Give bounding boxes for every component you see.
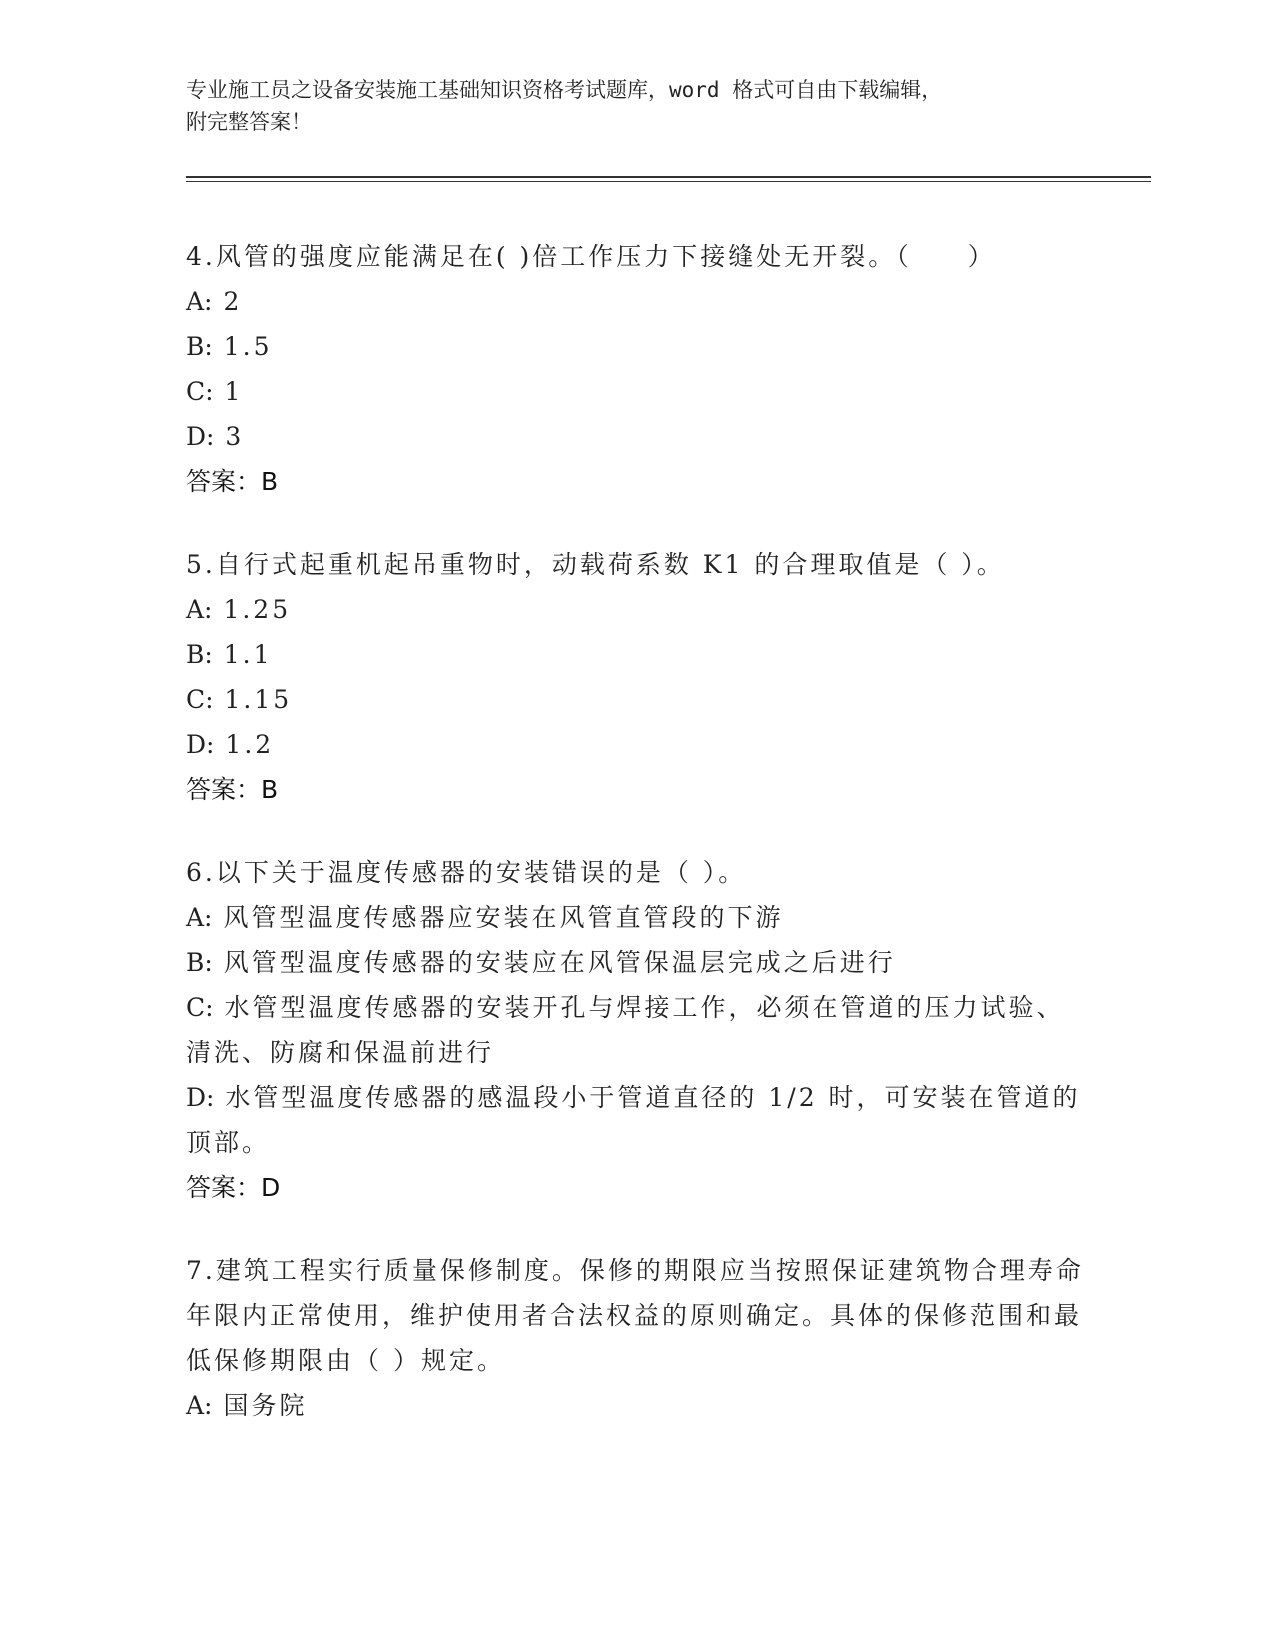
option-text: 1.1 xyxy=(223,640,273,669)
header-divider-thin xyxy=(186,181,1151,182)
option-text: 水管型温度传感器的安装开孔与焊接工作，必须在管道的压力试验、清洗、防腐和保温前进行 xyxy=(186,993,1065,1067)
option-a xyxy=(186,587,1086,632)
option-letter: C: xyxy=(186,993,214,1022)
option-c xyxy=(186,369,1086,414)
option-b xyxy=(186,632,1086,677)
header-line-2: 附完整答案！ xyxy=(186,110,312,134)
option-c xyxy=(186,677,1086,722)
option-letter: C: xyxy=(186,685,214,714)
question-text: 4.风管的强度应能满足在( )倍工作压力下接缝处无开裂。（ ） xyxy=(186,242,996,271)
option-c xyxy=(186,985,1086,1075)
option-d xyxy=(186,414,1086,459)
question-text: 7.建筑工程实行质量保修制度。保修的期限应当按照保证建筑物合理寿命年限内正常使用，维护使用者合法权益的原则确定。具体的保修范围和最低保修期限由（ ）规定。 xyxy=(186,1256,1084,1375)
answer-label: 答案：B xyxy=(186,775,279,804)
header-divider-thick xyxy=(186,176,1151,178)
option-letter: C: xyxy=(186,377,214,406)
option-letter: B: xyxy=(186,948,213,977)
option-d xyxy=(186,722,1086,767)
option-letter: B: xyxy=(186,332,213,361)
question-item xyxy=(186,542,1086,812)
answer-label: 答案：D xyxy=(186,1173,281,1202)
answer-label: 答案：B xyxy=(186,467,279,496)
option-text: 1 xyxy=(224,377,244,406)
option-b xyxy=(186,324,1086,369)
question-item xyxy=(186,234,1086,504)
option-letter: B: xyxy=(186,640,213,669)
option-text: 1.2 xyxy=(225,730,275,759)
option-d xyxy=(186,1075,1086,1165)
option-text: 1.5 xyxy=(223,332,273,361)
option-letter: A: xyxy=(186,903,213,932)
option-b xyxy=(186,940,1086,985)
option-letter: A: xyxy=(186,1391,213,1420)
option-text: 水管型温度传感器的感温段小于管道直径的 1/2 时，可安装在管道的顶部。 xyxy=(186,1083,1081,1157)
option-a xyxy=(186,279,1086,324)
option-a xyxy=(186,1383,1086,1428)
question-item xyxy=(186,850,1086,1210)
option-text: 1.25 xyxy=(223,595,292,624)
option-text: 1.15 xyxy=(224,685,293,714)
question-item xyxy=(186,1248,1086,1428)
option-letter: D: xyxy=(186,730,215,759)
header-line-1: 专业施工员之设备安装施工基础知识资格考试题库，word 格式可自由下载编辑， xyxy=(186,78,943,102)
option-text: 风管型温度传感器应安装在风管直管段的下游 xyxy=(223,903,784,932)
option-text: 国务院 xyxy=(223,1391,308,1420)
option-text: 3 xyxy=(225,422,245,451)
question-list xyxy=(186,234,1086,1466)
option-text: 2 xyxy=(223,287,243,316)
option-letter: A: xyxy=(186,595,213,624)
document-header xyxy=(186,74,1086,138)
option-a xyxy=(186,895,1086,940)
option-text: 风管型温度传感器的安装应在风管保温层完成之后进行 xyxy=(223,948,896,977)
option-letter: D: xyxy=(186,422,215,451)
option-letter: A: xyxy=(186,287,213,316)
question-text: 6.以下关于温度传感器的安装错误的是（ ）。 xyxy=(186,858,747,887)
question-text: 5.自行式起重机起吊重物时，动载荷系数 K1 的合理取值是（ ）。 xyxy=(186,550,1005,579)
option-letter: D: xyxy=(186,1083,215,1112)
